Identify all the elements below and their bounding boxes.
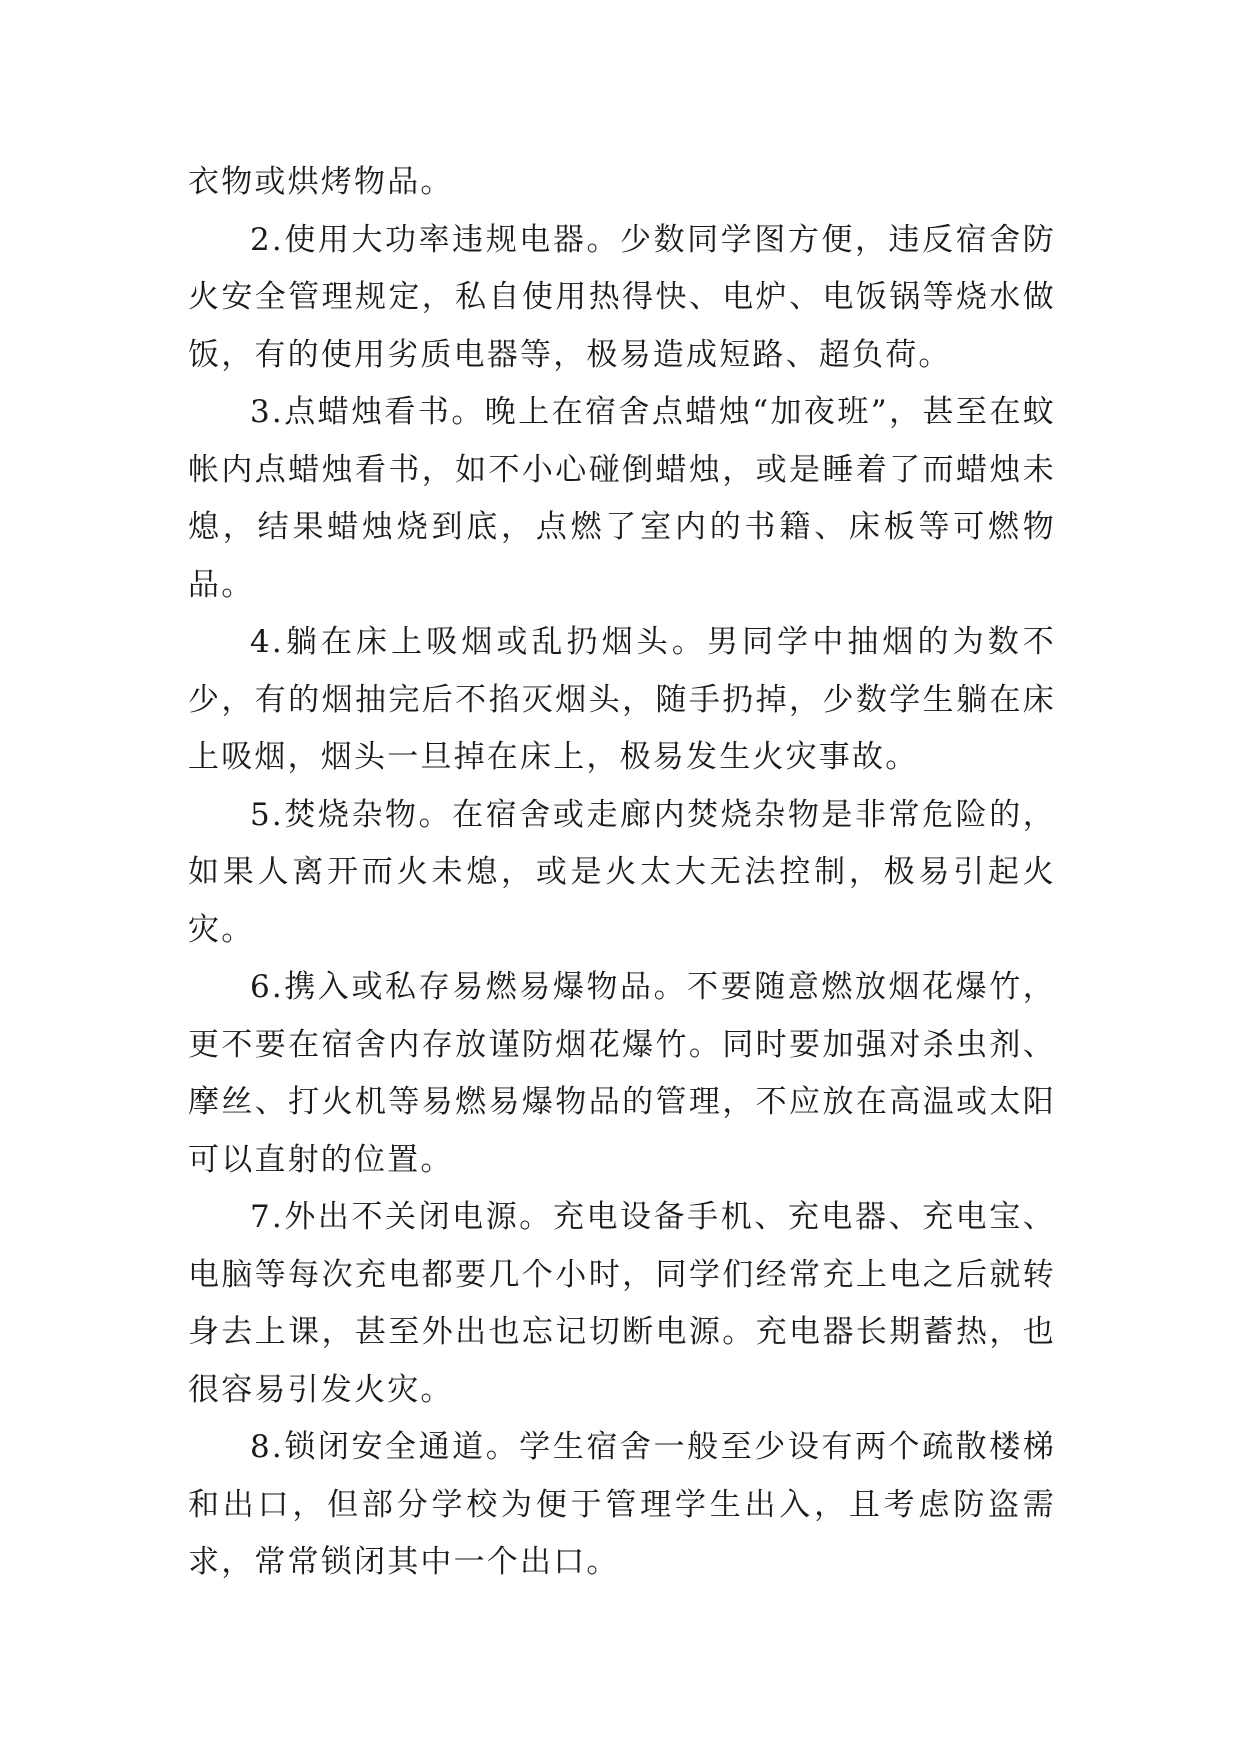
- paragraph-item-6: 6.携入或私存易燃易爆物品。不要随意燃放烟花爆竹，更不要在宿舍内存放谨防烟花爆竹。同时要加强对杀虫剂、摩丝、打火机等易燃易爆物品的管理，不应放在高温或太阳可以直射的位置。: [188, 969, 1056, 1178]
- paragraph-item-7: 7.外出不关闭电源。充电设备手机、充电器、充电宝、电脑等每次充电都要几个小时，同学们经常充上电之后就转身去上课，甚至外出也忘记切断电源。充电器长期蓄热，也很容易引发火灾。: [188, 1199, 1056, 1408]
- paragraph-item-8: 8.锁闭安全通道。学生宿舍一般至少设有两个疏散楼梯和出口，但部分学校为便于管理学生出入，且考虑防盗需求，常常锁闭其中一个出口。: [188, 1429, 1056, 1580]
- paragraph-continuation: 衣物或烘烤物品。: [188, 164, 454, 200]
- paragraph-item-5: 5.焚烧杂物。在宿舍或走廊内焚烧杂物是非常危险的，如果人离开而火未熄，或是火太大无法控制，极易引起火灾。: [188, 796, 1056, 948]
- paragraph-item-4: 4.躺在床上吸烟或乱扔烟头。男同学中抽烟的为数不少，有的烟抽完后不掐灭烟头，随手扔掉，少数学生躺在床上吸烟，烟头一旦掉在床上，极易发生火灾事故。: [188, 624, 1056, 775]
- document-body: [188, 154, 1056, 1592]
- paragraph-item-2: 2.使用大功率违规电器。少数同学图方便，违反宿舍防火安全管理规定，私自使用热得快、电炉、电饭锅等烧水做饭，有的使用劣质电器等，极易造成短路、超负荷。: [188, 221, 1056, 373]
- paragraph-item-3: 3.点蜡烛看书。晚上在宿舍点蜡烛“加夜班”，甚至在蚊帐内点蜡烛看书，如不小心碰倒蜡烛，或是睡着了而蜡烛未熄，结果蜡烛烧到底，点燃了室内的书籍、床板等可燃物品。: [188, 394, 1056, 603]
